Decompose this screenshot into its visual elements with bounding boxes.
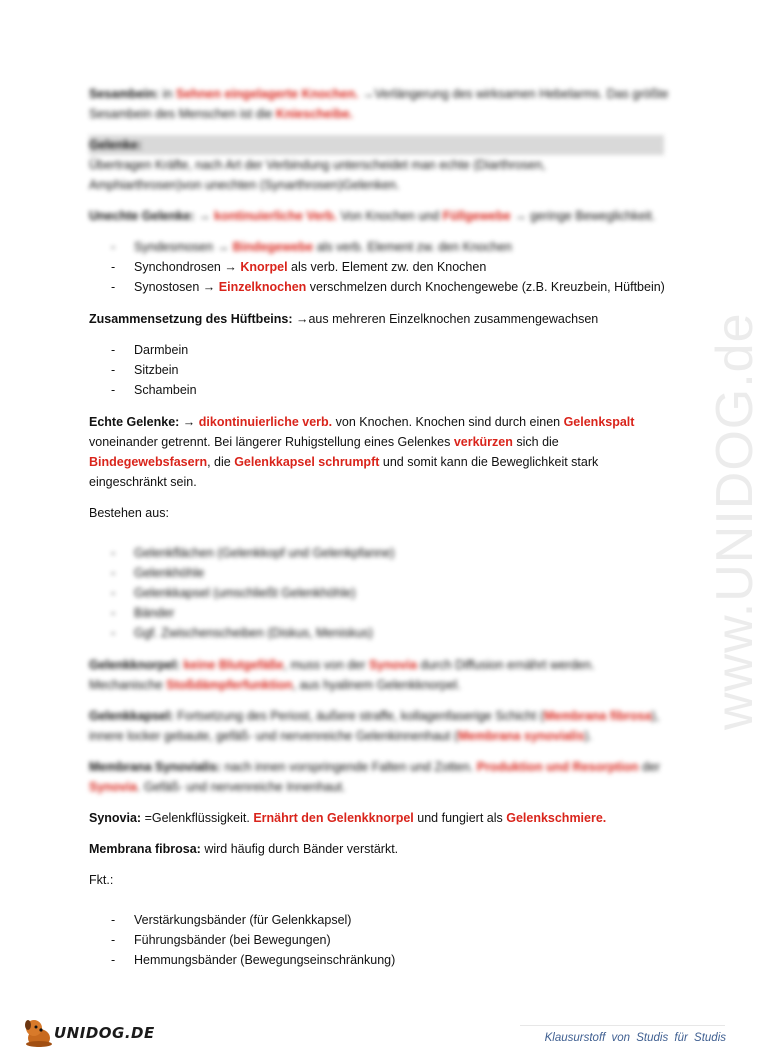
- gelenkknorpel-section: Gelenkknorpel: keine Blutgefäße, muss von der Synovia durch Diffusion ernährt werden. Mechanische Stoßdämpferfunktion, aus hyalinem Gelenkknorpel.: [89, 658, 595, 692]
- hueftbein-section: Zusammensetzung des Hüftbeins: →aus mehreren Einzelknochen zusammengewachsen: [89, 312, 599, 326]
- list-item: - Schambein: [89, 380, 669, 400]
- list-item: - Synostosen → Einzelknochen verschmelzen durch Knochengewebe (z.B. Kreuzbein, Hüftbein): [89, 277, 669, 297]
- watermark-text: www.UNIDOG.de: [706, 312, 764, 730]
- document-body: [89, 84, 669, 982]
- dog-icon: [22, 1016, 56, 1050]
- synovia-section: Synovia: =Gelenkflüssigkeit. Ernährt den Gelenkknorpel und fungiert als Gelenkschmiere.: [89, 811, 607, 825]
- fkt-list: [89, 910, 669, 970]
- list-item: - Synchondrosen → Knorpel als verb. Element zw. den Knochen: [89, 257, 669, 277]
- list-item: - Verstärkungsbänder (für Gelenkkapsel): [89, 910, 669, 930]
- list-item: - Sitzbein: [89, 360, 669, 380]
- membrana-fibrosa-section: Membrana fibrosa: wird häufig durch Bänder verstärkt.: [89, 842, 399, 856]
- list-item: - Gelenkhöhle: [89, 563, 669, 583]
- list-item: - Syndesmosen → Bindegewebe als verb. Element zw. den Knochen: [89, 237, 669, 257]
- bestehen-list: [89, 543, 669, 643]
- list-item: - Darmbein: [89, 340, 669, 360]
- membrana-synovialis-section: Membrana Synovialis: nach innen vorspringende Falten und Zotten. Produktion und Resorption der Synovia. Gefäß- und nervenreiche Innenhaut.: [89, 760, 661, 794]
- list-item: - Ggf. Zwischenscheiben (Diskus, Meniskus): [89, 623, 669, 643]
- footer-tagline: Klausurstoff von Studis für Studis: [544, 1032, 726, 1044]
- list-item: - Bänder: [89, 603, 669, 623]
- unechte-list: [89, 237, 669, 297]
- list-item: - Führungsbänder (bei Bewegungen): [89, 930, 669, 950]
- gelenke-heading: Gelenke:: [89, 138, 142, 152]
- unechte-gelenke-section: Unechte Gelenke: → kontinuierliche Verb. Von Knochen und Füllgewebe → geringe Beweglichkeit.: [89, 209, 656, 223]
- list-item: - Gelenkkapsel (umschließt Gelenkhöhle): [89, 583, 669, 603]
- footer-divider: [520, 1025, 725, 1026]
- sesambein-section: Sesambein: in Sehnen eingelagerte Knochen. →Verlängerung des wirksamen Hebelarms. Das größte Sesambein des Menschen ist die Kniescheibe.: [89, 87, 669, 121]
- gelenkkapsel-section: Gelenkkapsel: Fortsetzung des Periost, äußere straffe, kollagenfaserige Schicht (Membrana fibrosa), innere locker gebaute, gefäß- und nervenreiche Gelenkinnenhaut (Membrana synovialis).: [89, 709, 660, 743]
- unidog-logo: [22, 1016, 157, 1052]
- list-item: - Gelenkflächen (Gelenkkopf und Gelenkpfanne): [89, 543, 669, 563]
- bestehen-aus: Bestehen aus:: [89, 506, 169, 520]
- logo-text: UNIDOG.DE: [54, 1024, 155, 1042]
- hueftbein-list: [89, 340, 669, 400]
- echte-gelenke-section: Echte Gelenke: → dikontinuierliche verb. von Knochen. Knochen sind durch einen Gelenkspalt voneinander getrennt. Bei längerer Ruhigstellung eines Gelenkes verkürzen sich die Bindegewebsfasern, die Gelenkkapsel schrumpft und somit kann die Beweglichkeit stark eingeschränkt sein.: [89, 415, 635, 489]
- list-item: - Hemmungsbänder (Bewegungseinschränkung): [89, 950, 669, 970]
- fkt-section: Fkt.:: [89, 873, 114, 887]
- gelenke-section: Gelenke: Übertragen Kräfte, nach Art der Verbindung unterscheidet man echte (Diarthrosen, Amphiarthrosen)von unechten (Synarthrosen)Gelenken.: [89, 135, 669, 195]
